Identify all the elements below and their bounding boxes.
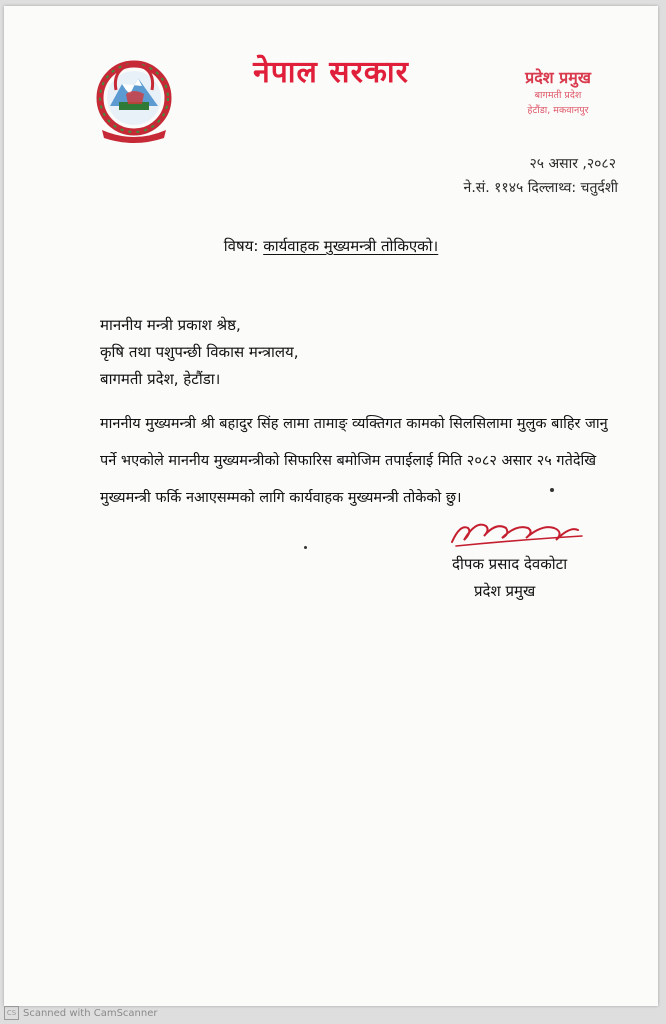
office-province: बागमती प्रदेश (534, 90, 582, 101)
letter-body: माननीय मुख्यमन्त्री श्री बहादुर सिंह लामा तामाङ् व्यक्तिगत कामको सिलसिलामा मुलुक बाहिर जानु पर्ने भएकोले माननीय मुख्यमन्त्रीको सिफारिस बमोजिम तपाईलाई मिति २०८२ असार २५ गतेदेखि मुख्यमन्त्री फर्कि नआएसम्मको लागि कार्यवाहक मुख्यमन्त्री तोकेको छु। (100, 416, 608, 506)
nepal-sambat-date: ने.सं. ११४५ दिल्लाथ्व: चतुर्दशी (463, 180, 618, 196)
scanner-watermark (4, 1006, 158, 1020)
watermark-text: Scanned with CamScanner (23, 1007, 158, 1019)
office-title: प्रदेश प्रमुख (525, 68, 591, 87)
letter-date: २५ असार ,२०८२ (529, 156, 616, 172)
address-line-2: कृषि तथा पशुपन्छी विकास मन्त्रालय, (100, 343, 299, 361)
scan-speck (304, 546, 307, 549)
address-line-3: बागमती प्रदेश, हेटौंडा। (100, 370, 221, 388)
subject-label: विषय: (223, 237, 259, 255)
handwritten-signature-icon (446, 514, 586, 550)
office-location: हेटौंडा, मकवानपुर (527, 105, 589, 116)
signatory-title: प्रदेश प्रमुख (474, 582, 536, 600)
camscanner-logo-icon: CS (4, 1006, 19, 1020)
subject-text: कार्यवाहक मुख्यमन्त्री तोकिएको। (263, 237, 439, 255)
recipient-address (100, 312, 299, 393)
office-block (498, 66, 618, 118)
address-line-1: माननीय मन्त्री प्रकाश श्रेष्ठ, (100, 316, 241, 334)
letter-page (4, 6, 658, 1006)
signatory-name: दीपक प्रसाद देवकोटा (452, 555, 568, 573)
government-title: नेपाल सरकार (253, 55, 409, 90)
subject-line (4, 236, 658, 256)
scan-speck (550, 488, 554, 492)
